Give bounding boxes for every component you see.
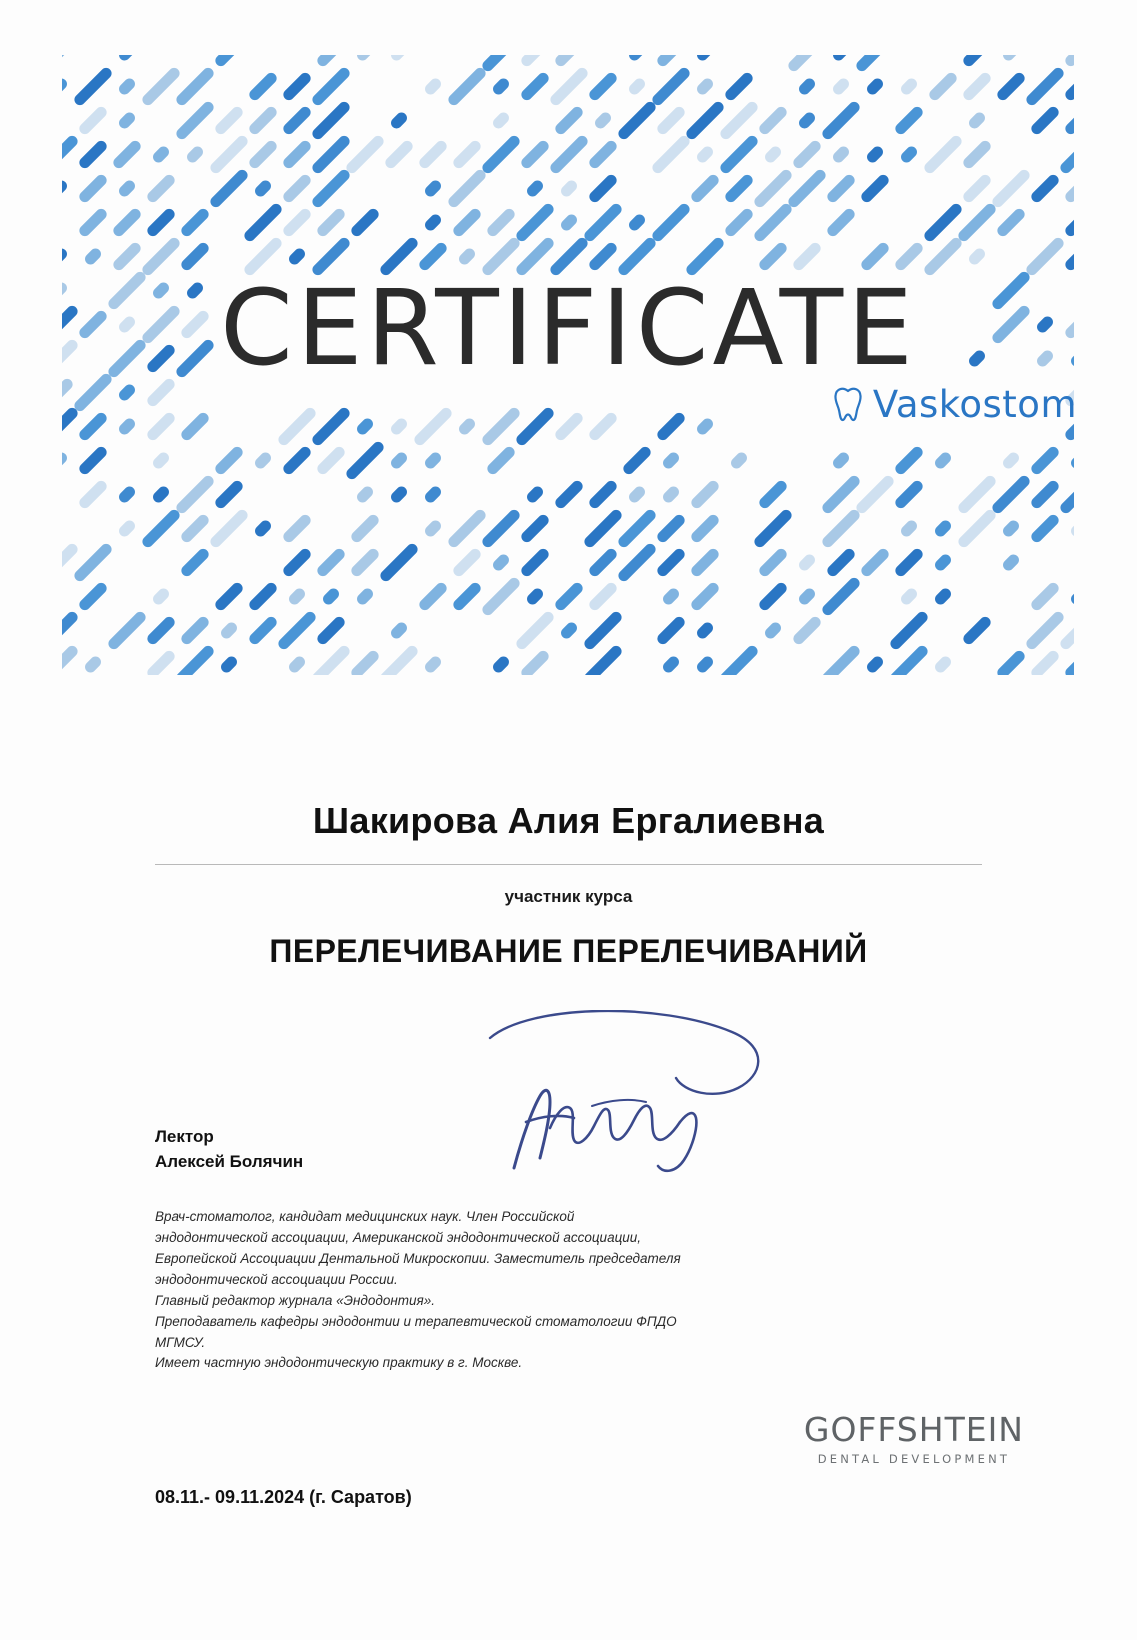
page-title: CERTIFICATE xyxy=(220,267,917,389)
lecturer-label: Лектор xyxy=(155,1127,214,1146)
lecturer-block xyxy=(155,1125,303,1174)
recipient-block xyxy=(155,800,982,970)
lecturer-bio: Врач-стоматолог, кандидат медицинских наук. Член Российской эндодонтической ассоциации, Американской эндодонтической ассоциации, Европейской Ассоциации Дентальной Микроскопии. Заместитель председателя эндодонтической ассоциации России. Главный редактор журнала «Эндодонтия». Преподаватель кафедры эндодонтии и терапевтической стоматологии ФПДО МГМСУ. Имеет частную эндодонтическую практику в г. Москве. xyxy=(155,1209,681,1371)
brand-name: Vaskostom xyxy=(872,383,1077,426)
course-title: ПЕРЕЛЕЧИВАНИЕ ПЕРЕЛЕЧИВАНИЙ xyxy=(269,933,868,969)
lecturer-name: Алексей Болячин xyxy=(155,1151,304,1171)
organizer-name: GOFFSHTEIN xyxy=(803,1410,1024,1449)
organizer-logo xyxy=(804,1410,1024,1466)
brand-logo xyxy=(833,383,1077,426)
recipient-name: Шакирова Алия Ергалиевна xyxy=(312,800,825,841)
date-and-place: 08.11.- 09.11.2024 (г. Саратов) xyxy=(155,1487,412,1507)
tooth-icon xyxy=(833,387,863,423)
organizer-tagline: DENTAL DEVELOPMENT xyxy=(817,1452,1011,1466)
divider xyxy=(155,864,982,865)
signature-image xyxy=(470,1010,790,1195)
recipient-role: участник курса xyxy=(504,887,633,906)
